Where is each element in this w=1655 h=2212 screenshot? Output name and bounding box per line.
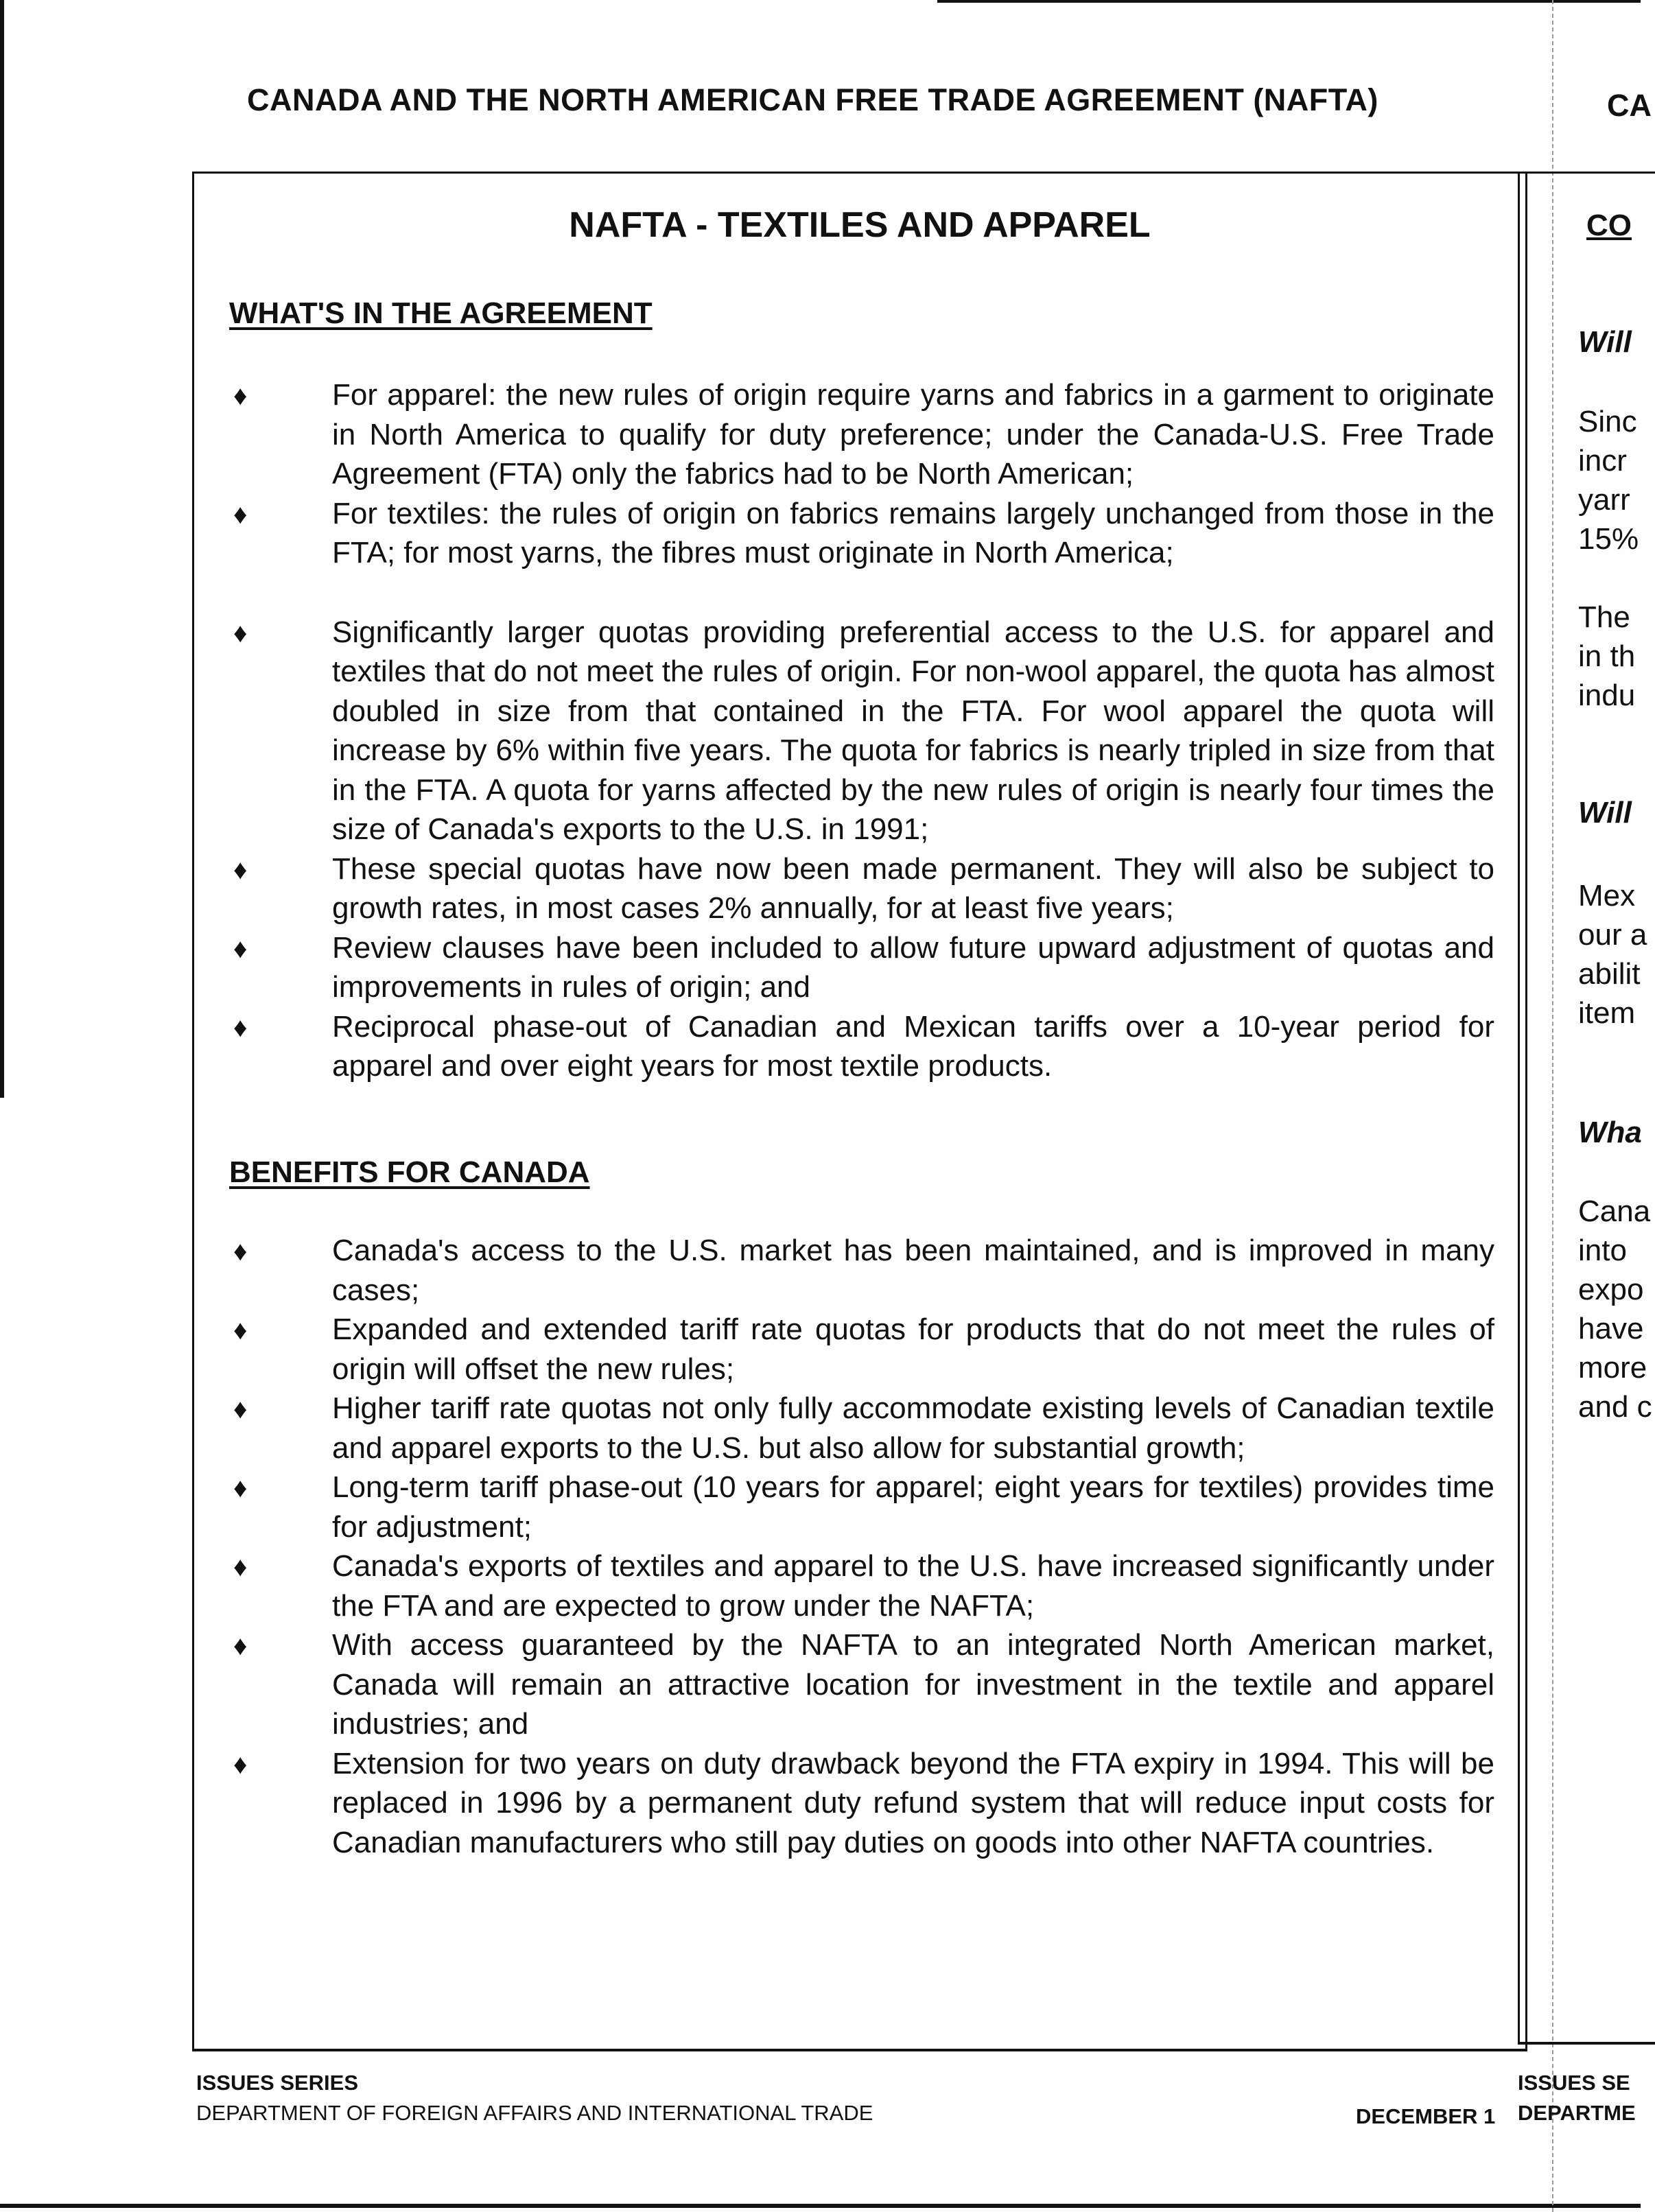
diamond-bullet-icon: ♦	[233, 381, 248, 411]
right-text-line: abilit	[1578, 957, 1641, 991]
right-text-line: more	[1578, 1351, 1647, 1385]
right-question: Will	[1578, 796, 1632, 830]
list-item: ♦ For apparel: the new rules of origin require yarns and fabrics in a garment to originate in North America to qualify for duty preference; under the Canada-U.S. Free Trade Agreement (FTA) only the fabrics had to be North American;	[233, 378, 1494, 491]
list-item: ♦ Expanded and extended tariff rate quotas for products that do not meet the rules of origin will offset the new rules;	[233, 1313, 1494, 1386]
list-item: ♦ Canada's access to the U.S. market has been maintained, and is improved in many cases;	[233, 1234, 1494, 1307]
diamond-bullet-icon: ♦	[233, 1394, 248, 1424]
right-text-line: and c	[1578, 1390, 1652, 1424]
scan-bottom-edge	[0, 2204, 1641, 2208]
box-title: NAFTA - TEXTILES AND APPAREL	[569, 205, 1151, 245]
diamond-bullet-icon: ♦	[233, 1552, 248, 1582]
benefits-list	[233, 1231, 1494, 1862]
right-text-line: Cana	[1578, 1195, 1651, 1228]
diamond-bullet-icon: ♦	[233, 933, 248, 964]
right-question: Will	[1578, 325, 1632, 359]
right-footer-department: DEPARTME	[1518, 2101, 1636, 2125]
right-text-line: The	[1578, 600, 1630, 634]
list-item: ♦ Long-term tariff phase-out (10 years for apparel; eight years for textiles) provides time for adjustment;	[233, 1470, 1494, 1544]
right-text-line: indu	[1578, 679, 1636, 712]
right-text-line: Mex	[1578, 879, 1636, 913]
right-footer-series: ISSUES SE	[1518, 2071, 1630, 2095]
list-item: ♦ For textiles: the rules of origin on fabrics remains largely unchanged from those in the FTA; for most yarns, the fibres must originate in North America;	[233, 496, 1494, 569]
list-item: ♦ With access guaranteed by the NAFTA to an integrated North American market, Canada will remain an attractive location for investment in the textile and apparel industries; and	[233, 1628, 1494, 1741]
right-question: Wha	[1578, 1116, 1642, 1149]
scan-left-edge	[0, 0, 4, 1098]
right-text-line: have	[1578, 1312, 1644, 1345]
section-heading-agreement: WHAT'S IN THE AGREEMENT	[229, 296, 653, 330]
right-page-header: CA	[1607, 88, 1652, 123]
diamond-bullet-icon: ♦	[233, 1631, 248, 1661]
list-item: ♦ Significantly larger quotas providing preferential access to the U.S. for apparel and textiles that do not meet the rules of origin. For non-wool apparel, the quota has almost doubled in size from that contained in the FTA. For wool apparel the quota will increase by 6% within five years. The quota for fabrics is nearly tripled in size from that in the FTA. A quota for yarns affected by the new rules of origin is nearly four times the size of Canada's exports to the U.S. in 1991;	[233, 615, 1494, 846]
right-text-line: yarr	[1578, 483, 1630, 517]
diamond-bullet-icon: ♦	[233, 617, 248, 648]
right-text-line: item	[1578, 996, 1636, 1030]
list-item: ♦ Extension for two years on duty drawback beyond the FTA expiry in 1994. This will be replaced in 1996 by a permanent duty refund system that will reduce input costs for Canadian manufacturers who still pay duties on goods into other NAFTA countries.	[233, 1746, 1494, 1859]
diamond-bullet-icon: ♦	[233, 1012, 248, 1043]
right-text-line: expo	[1578, 1273, 1644, 1306]
right-text-line: Sinc	[1578, 405, 1637, 438]
right-heading: CO	[1586, 209, 1632, 242]
footer-series: ISSUES SERIES	[196, 2071, 359, 2095]
footer-date: DECEMBER 1	[1356, 2104, 1513, 2128]
agreement-list	[233, 375, 1494, 1086]
right-text-line: in th	[1578, 639, 1636, 673]
right-text-line: our a	[1578, 918, 1647, 952]
list-item: ♦ Higher tariff rate quotas not only fully accommodate existing levels of Canadian textile and apparel exports to the U.S. but also allow for substantial growth;	[233, 1391, 1494, 1465]
diamond-bullet-icon: ♦	[233, 1236, 248, 1267]
diamond-bullet-icon: ♦	[233, 1749, 248, 1780]
diamond-bullet-icon: ♦	[233, 499, 248, 530]
right-text-line: 15%	[1578, 522, 1639, 556]
list-item: ♦ Canada's exports of textiles and apparel to the U.S. have increased significantly under the FTA and are expected to grow under the NAFTA;	[233, 1549, 1494, 1623]
scan-top-edge	[937, 0, 1641, 3]
diamond-bullet-icon: ♦	[233, 1473, 248, 1503]
diamond-bullet-icon: ♦	[233, 1315, 248, 1345]
right-text-line: into	[1578, 1234, 1627, 1267]
list-item: ♦ These special quotas have now been made permanent. They will also be subject to growth rates, in most cases 2% annually, for at least five years;	[233, 851, 1494, 925]
list-item: ♦ Review clauses have been included to allow future upward adjustment of quotas and improvements in rules of origin; and	[233, 930, 1494, 1004]
footer-department: DEPARTMENT OF FOREIGN AFFAIRS AND INTERNATIONAL TRADE	[196, 2101, 873, 2125]
document-header: CANADA AND THE NORTH AMERICAN FREE TRADE AGREEMENT (NAFTA)	[247, 82, 1378, 117]
diamond-bullet-icon: ♦	[233, 854, 248, 885]
right-text-line: incr	[1578, 444, 1627, 478]
section-heading-benefits: BENEFITS FOR CANADA	[229, 1155, 590, 1189]
list-item: ♦ Reciprocal phase-out of Canadian and Mexican tariffs over a 10-year period for apparel and over eight years for most textile products.	[233, 1009, 1494, 1083]
